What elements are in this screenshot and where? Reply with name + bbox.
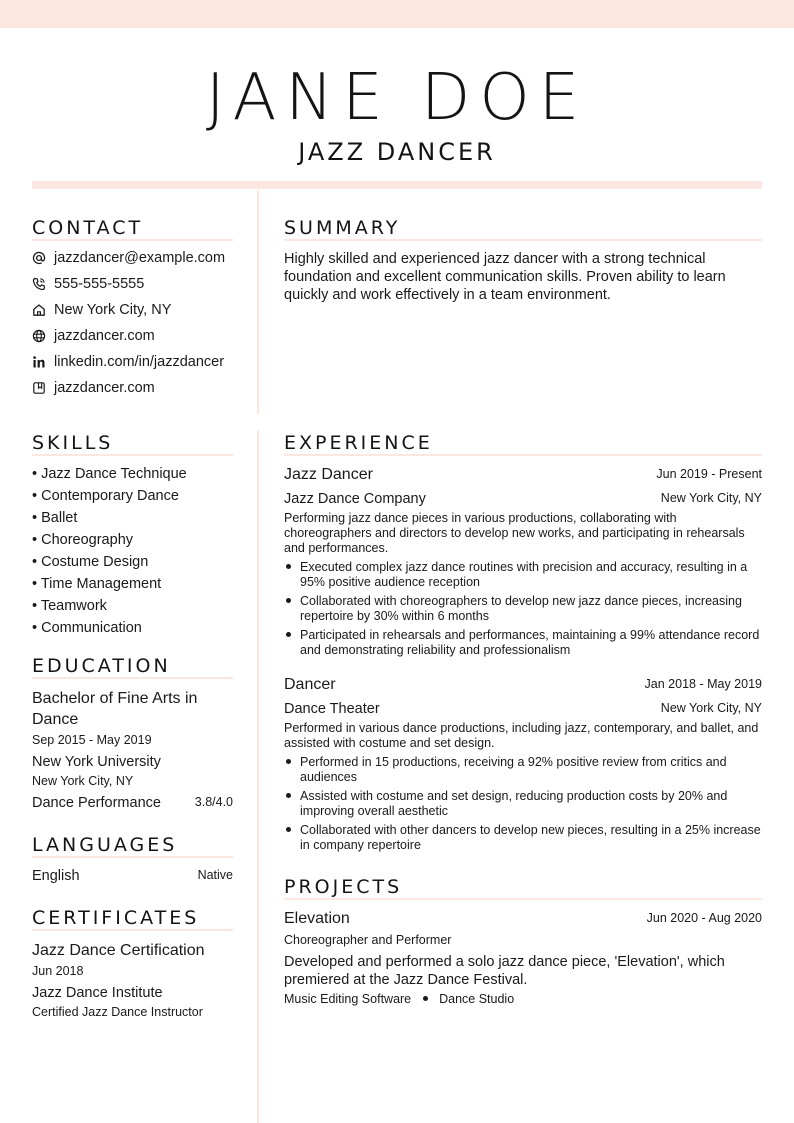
- linkedin-icon: [32, 355, 46, 369]
- job-company: Jazz Dance Company: [284, 491, 426, 507]
- contact-phone[interactable]: [32, 274, 144, 294]
- project-tool: Dance Studio: [439, 992, 515, 1006]
- skills-heading-rule: [32, 454, 233, 456]
- contact-location-text: New York City, NY: [54, 302, 172, 318]
- job-role: Dancer: [284, 676, 336, 693]
- languages-heading-rule: [32, 856, 233, 858]
- job-title: JAZZ DANCER: [298, 138, 496, 166]
- education-field: Dance Performance: [32, 795, 161, 811]
- job-bullet: Collaborated with other dancers to develop new pieces, resulting in a 25% increase in company repertoire: [284, 823, 762, 853]
- contact-website-text: jazzdancer.com: [54, 328, 155, 344]
- education-degree: Bachelor of Fine Arts in Dance: [32, 690, 198, 728]
- project-dates: Jun 2020 - Aug 2020: [646, 911, 762, 925]
- contact-portfolio-text: jazzdancer.com: [54, 380, 155, 396]
- globe-icon: [32, 329, 46, 343]
- applicant-name: JANE DOE: [205, 61, 589, 135]
- certificate-description: Certified Jazz Dance Instructor: [32, 1005, 203, 1019]
- language-name: English: [32, 868, 80, 884]
- home-icon: [32, 303, 46, 317]
- project-tool: Music Editing Software: [284, 992, 412, 1006]
- contact-email[interactable]: [32, 248, 225, 268]
- contact-location: [32, 300, 171, 320]
- projects-heading: PROJECTS: [284, 876, 403, 898]
- experience-heading-rule: [284, 454, 762, 456]
- project-description: Developed and performed a solo jazz dance piece, 'Elevation', which premiered at the Jazz Dance Festival.: [284, 954, 725, 988]
- phone-icon: [32, 277, 46, 291]
- education-location: New York City, NY: [32, 774, 134, 788]
- contact-linkedin-text: linkedin.com/in/jazzdancer: [54, 354, 225, 370]
- skill-item: • Time Management: [32, 576, 162, 592]
- certificate-issuer: Jazz Dance Institute: [32, 985, 163, 1001]
- column-divider-top: [257, 190, 259, 414]
- job-company: Dance Theater: [284, 701, 380, 717]
- skill-item: • Choreography: [32, 532, 134, 548]
- at-icon: [32, 251, 46, 265]
- tool-separator-dot: [423, 996, 428, 1001]
- job-dates: Jun 2019 - Present: [656, 467, 762, 481]
- portfolio-icon: [32, 381, 46, 395]
- contact-email-text: jazzdancer@example.com: [54, 250, 226, 266]
- education-heading-rule: [32, 677, 233, 679]
- certificates-heading-rule: [32, 929, 233, 931]
- column-divider-bottom: [257, 430, 259, 1123]
- job-bullet: Assisted with costume and set design, reducing production costs by 20% and improving overall aesthetic: [284, 789, 762, 819]
- skill-item: • Ballet: [32, 510, 78, 526]
- job-bullet: Collaborated with choreographers to develop new jazz dance pieces, increasing repertoire by 30% within 6 months: [284, 594, 762, 624]
- education-gpa: 3.8/4.0: [194, 795, 233, 809]
- projects-heading-rule: [284, 898, 762, 900]
- skill-item: • Jazz Dance Technique: [32, 466, 187, 482]
- job-location: New York City, NY: [660, 701, 762, 715]
- certificate-date: Jun 2018: [32, 964, 84, 978]
- top-accent-band: [0, 0, 794, 28]
- job-role: Jazz Dancer: [284, 466, 373, 483]
- project-name: Elevation: [284, 910, 350, 927]
- contact-website[interactable]: [32, 326, 155, 346]
- contact-linkedin[interactable]: [32, 352, 224, 372]
- contact-phone-text: 555-555-5555: [54, 276, 145, 292]
- contact-portfolio[interactable]: [32, 378, 155, 398]
- education-dates: Sep 2015 - May 2019: [32, 733, 152, 747]
- education-school: New York University: [32, 754, 161, 770]
- job-bullet: Participated in rehearsals and performances, maintaining a 99% attendance record and demonstrating reliability and professionalism: [284, 628, 762, 658]
- skills-heading: SKILLS: [32, 432, 114, 454]
- project-role: Choreographer and Performer: [284, 933, 452, 947]
- education-heading: EDUCATION: [32, 655, 171, 677]
- languages-heading: LANGUAGES: [32, 834, 178, 856]
- job-bullet: Performed in 15 productions, receiving a 92% positive review from critics and audiences: [284, 755, 762, 785]
- skill-item: • Teamwork: [32, 598, 107, 614]
- summary-heading-rule: [284, 239, 762, 241]
- job-location: New York City, NY: [660, 491, 762, 505]
- skill-item: • Contemporary Dance: [32, 488, 179, 504]
- job-description: Performed in various dance productions, including jazz, contemporary, and ballet, and assisted with costume and set design.: [284, 721, 759, 750]
- job-dates: Jan 2018 - May 2019: [644, 677, 762, 691]
- summary-heading: SUMMARY: [284, 217, 401, 239]
- contact-heading-rule: [32, 239, 233, 241]
- experience-heading: EXPERIENCE: [284, 432, 433, 454]
- summary-text: Highly skilled and experienced jazz dancer with a strong technical foundation and excellent communication skills. Proven ability to learn quickly and work effectively in a team environment.: [284, 251, 726, 303]
- certificates-heading: CERTIFICATES: [32, 907, 200, 929]
- contact-heading: CONTACT: [32, 217, 144, 239]
- job-description: Performing jazz dance pieces in various productions, collaborating with choreographers and directors to develop new works, and participating in rehearsals and performances.: [284, 511, 745, 555]
- skill-item: • Communication: [32, 620, 142, 636]
- skill-item: • Costume Design: [32, 554, 149, 570]
- certificate-name: Jazz Dance Certification: [32, 942, 205, 959]
- job-bullet: Executed complex jazz dance routines with precision and accuracy, resulting in a 95% positive audience reception: [284, 560, 762, 590]
- language-level: Native: [197, 868, 233, 882]
- header-divider: [32, 181, 762, 189]
- project-tools: [284, 992, 514, 1007]
